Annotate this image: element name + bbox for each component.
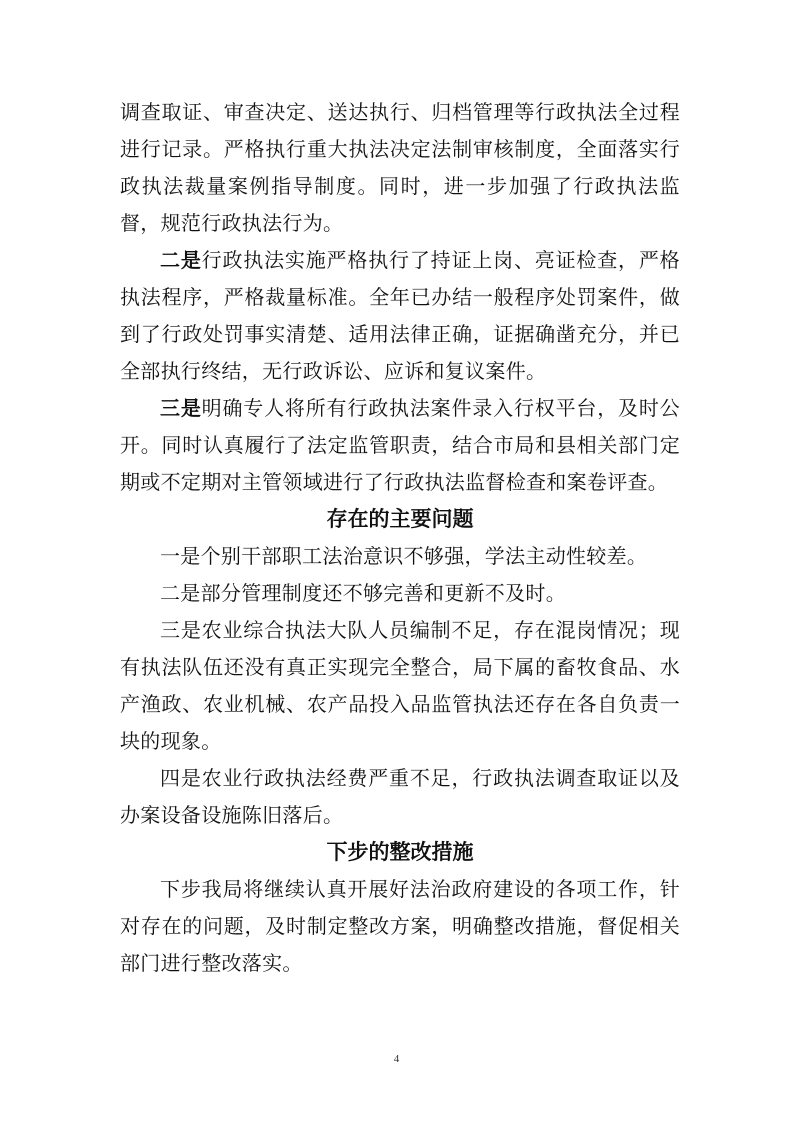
problem-item: 四是农业行政执法经费严重不足，行政执法调查取证以及办案设备设施陈旧落后。 [120,766,680,827]
paragraph-point-three [120,390,680,501]
point-three-lead: 三是 [160,396,202,420]
problem-item: 三是农业综合执法大队人员编制不足，存在混岗情况；现有执法队伍还没有真正实现完全整合，局下属的畜牧食品、水产渔政、农业机械、农产品投入品监管执法还存在各自负责一块的现象。 [120,618,680,753]
heading-main-problems: 存在的主要问题 [326,507,474,531]
point-two-lead: 二是 [160,248,202,272]
problem-item: 一是个别干部职工法治意识不够强，学法主动性较差。 [160,544,648,568]
point-three-body: 明确专人将所有行政执法案件录入行权平台，及时公开。同时认真履行了法定监管职责，结合市局和县相关部门定期或不定期对主管领域进行了行政执法监督检查和案卷评查。 [120,396,680,494]
point-two-body: 行政执法实施严格执行了持证上岗、亮证检查，严格执法程序，严格裁量标准。全年已办结一般程序处罚案件，做到了行政处罚事实清楚、适用法律正确，证据确凿充分，并已全部执行终结，无行政诉讼、应诉和复议案件。 [120,248,680,383]
problem-item: 二是部分管理制度还不够完善和更新不及时。 [160,581,566,605]
heading-rectification-measures: 下步的整改措施 [326,840,474,864]
paragraph-law-enforcement-records: 调查取证、审查决定、送达执行、归档管理等行政执法全过程进行记录。严格执行重大执法决定法制审核制度，全面落实行政执法裁量案例指导制度。同时，进一步加强了行政执法监督，规范行政执法行为。 [120,100,680,235]
paragraph-rectification: 下步我局将继续认真开展好法治政府建设的各项工作，针对存在的问题，及时制定整改方案，明确整改措施，督促相关部门进行整改落实。 [120,877,680,975]
page-number: 4 [393,1053,400,1065]
page-content [120,94,680,982]
paragraph-point-two [120,242,680,390]
